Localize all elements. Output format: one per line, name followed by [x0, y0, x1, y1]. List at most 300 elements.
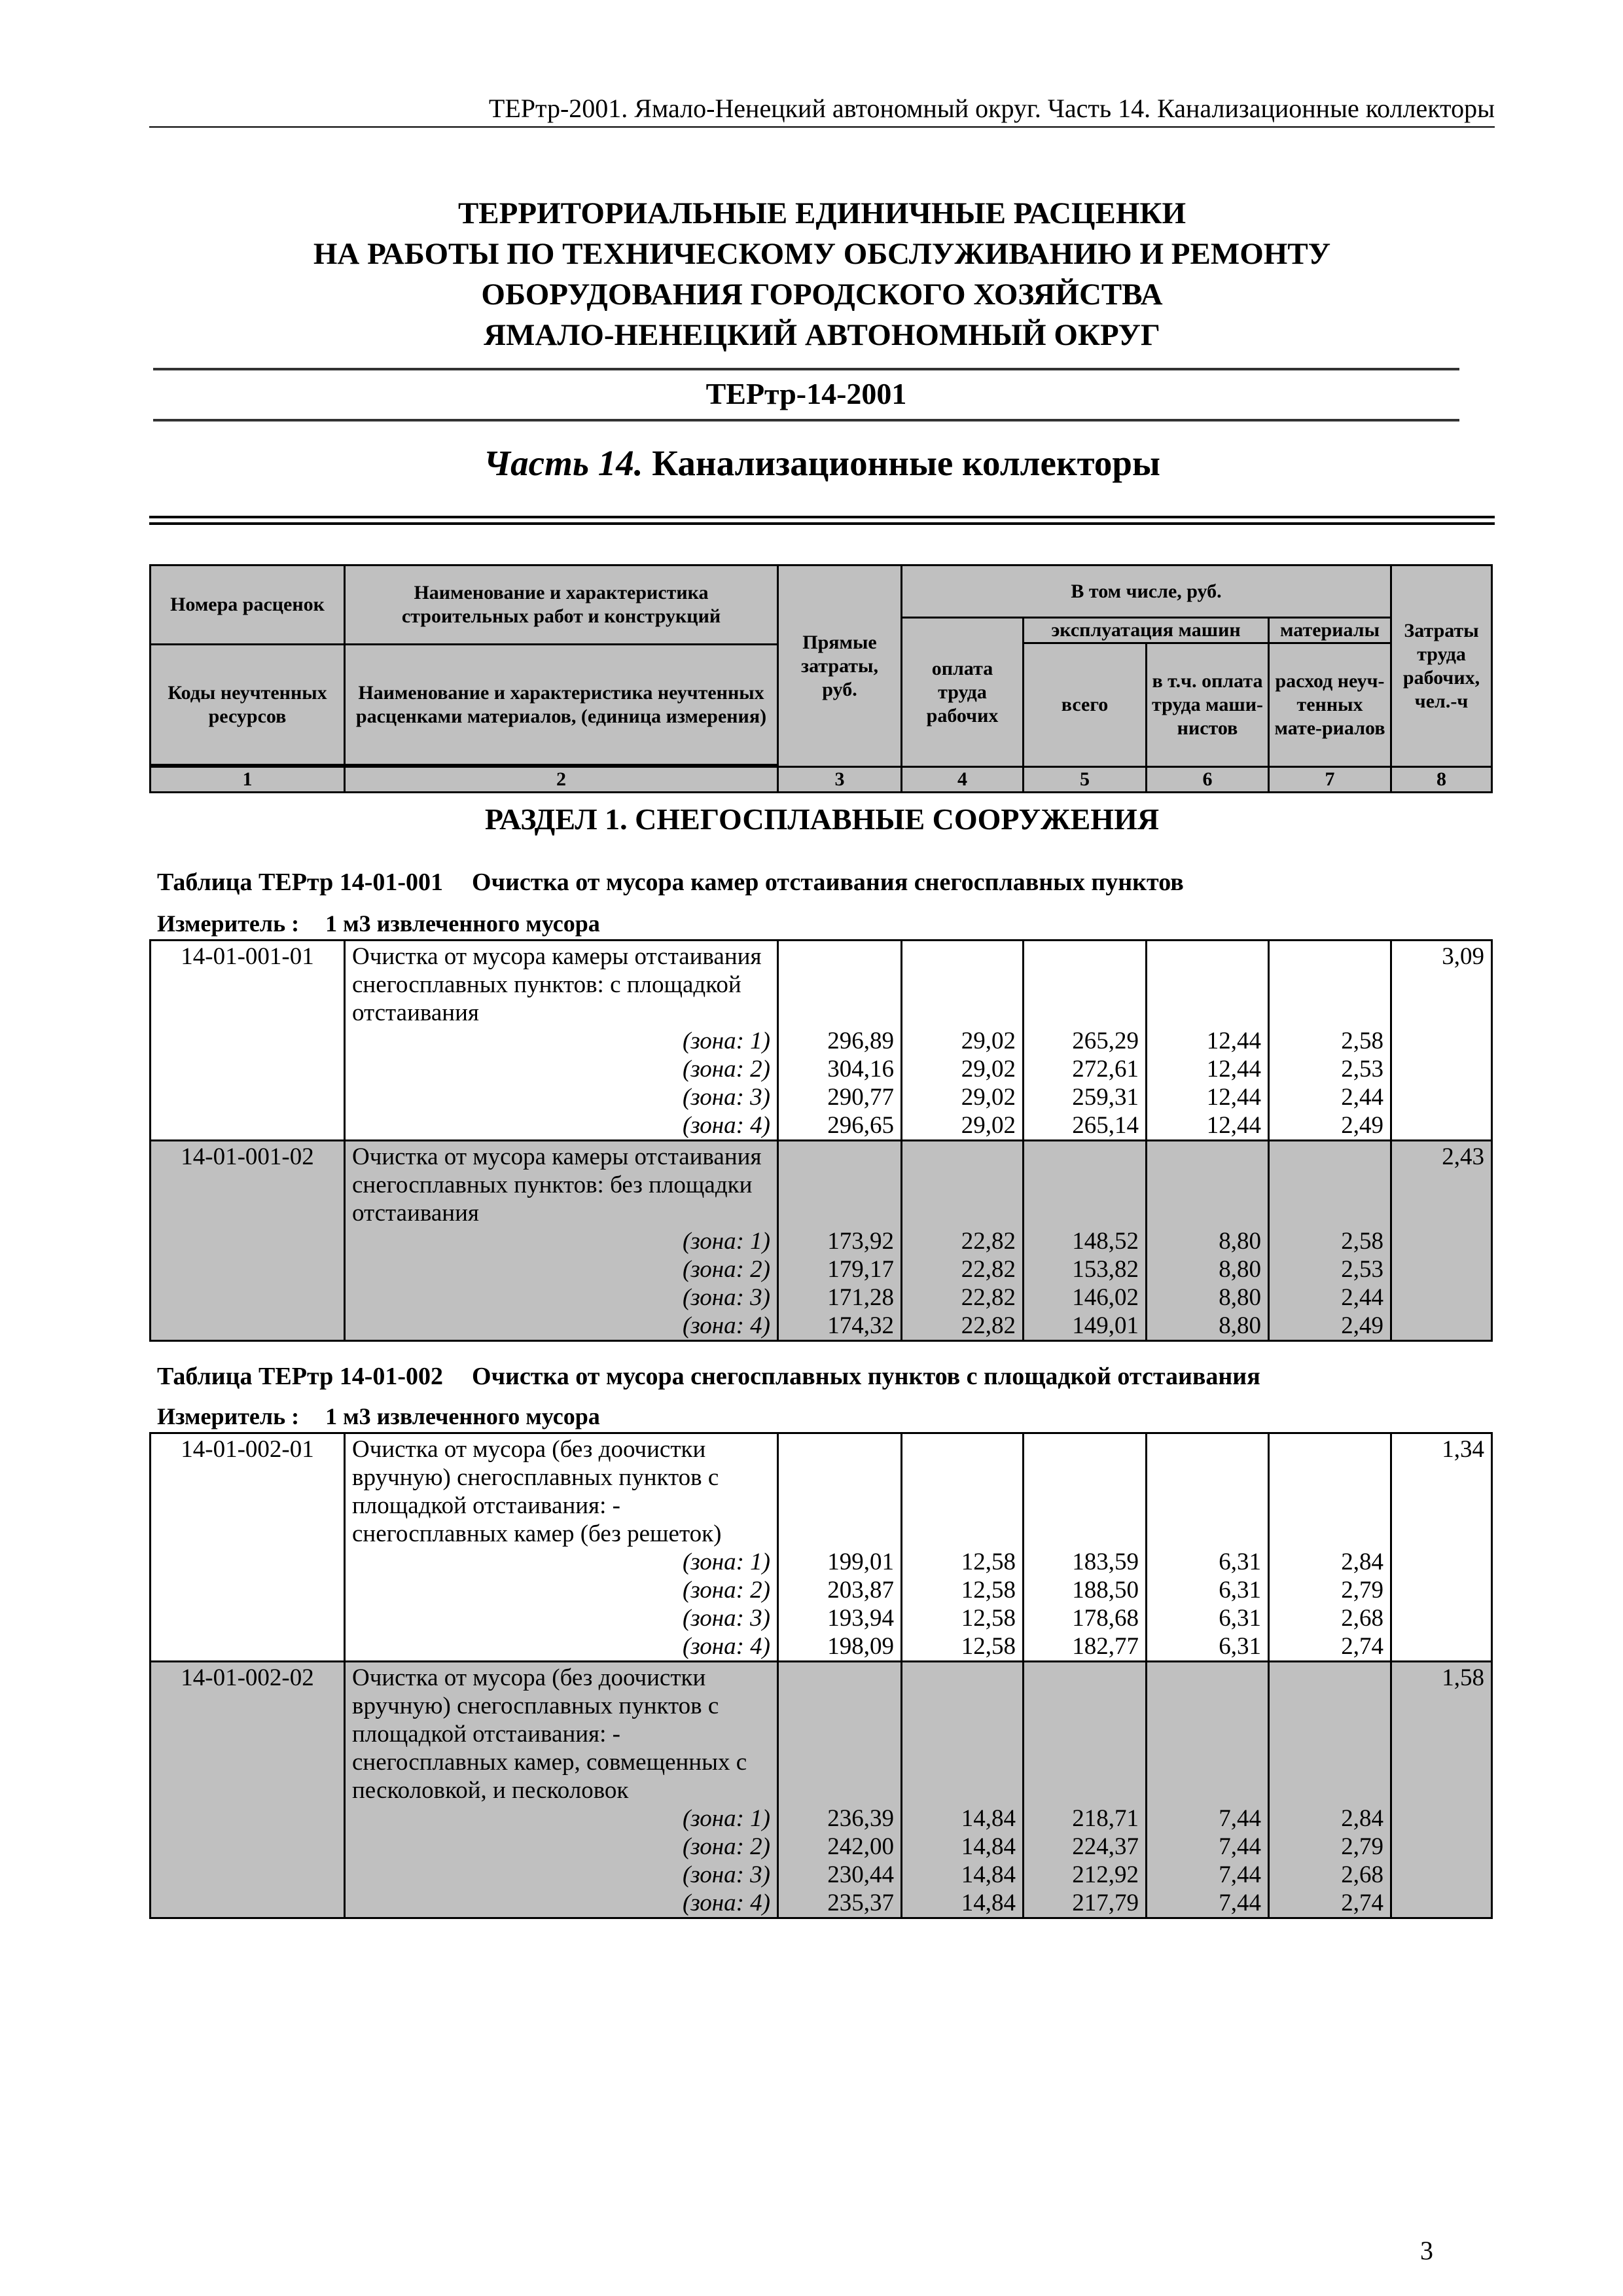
empty-cell — [902, 1520, 1024, 1548]
table-row — [151, 1312, 1492, 1341]
table-row — [151, 1692, 1492, 1720]
empty-cell — [1147, 1692, 1269, 1720]
empty-cell — [902, 971, 1024, 999]
rate-name-line: снегосплавных камер, совмещенных с — [345, 1748, 778, 1776]
machines-total: 259,31 — [1024, 1083, 1147, 1111]
rates-table — [149, 939, 1493, 1342]
direct-costs: 198,09 — [778, 1632, 902, 1662]
rate-code — [151, 1199, 345, 1227]
machinist-pay: 6,31 — [1147, 1576, 1269, 1604]
rate-code — [151, 1492, 345, 1520]
machinist-pay: 6,31 — [1147, 1632, 1269, 1662]
rate-code — [151, 1804, 345, 1833]
labor-cost — [1391, 1083, 1492, 1111]
header-material-usage: расход неуч-тенных мате-риалов — [1269, 643, 1391, 767]
table-row — [151, 1804, 1492, 1833]
table-row — [151, 1171, 1492, 1199]
rate-code — [151, 1171, 345, 1199]
empty-cell — [778, 1463, 902, 1492]
zone-label: (зона: 4) — [345, 1632, 778, 1662]
labor-cost — [1391, 1492, 1492, 1520]
machinist-pay: 6,31 — [1147, 1604, 1269, 1632]
material-usage: 2,58 — [1269, 1227, 1391, 1255]
rate-name-line: снегосплавных пунктов: с площадкой — [345, 971, 778, 999]
labor-cost — [1391, 1312, 1492, 1341]
title-line-2: НА РАБОТЫ ПО ТЕХНИЧЕСКОМУ ОБСЛУЖИВАНИЮ И РЕМОНТУ — [313, 237, 1331, 271]
table-row — [151, 1083, 1492, 1111]
empty-cell — [778, 1433, 902, 1464]
rate-name-line: вручную) снегосплавных пунктов с — [345, 1463, 778, 1492]
labor-cost — [1391, 1255, 1492, 1283]
empty-cell — [778, 1662, 902, 1693]
table-row — [151, 1227, 1492, 1255]
rate-code — [151, 999, 345, 1027]
header-machines-total: всего — [1024, 643, 1147, 767]
header-worker-pay: оплата труда рабочих — [902, 618, 1024, 767]
material-usage: 2,58 — [1269, 1027, 1391, 1055]
header-machinist-pay: в т.ч. оплата труда маши-нистов — [1147, 643, 1269, 767]
worker-pay: 12,58 — [902, 1604, 1024, 1632]
rate-entry — [151, 1662, 1492, 1918]
empty-cell — [1147, 1748, 1269, 1776]
labor-cost — [1391, 1283, 1492, 1312]
material-usage: 2,68 — [1269, 1861, 1391, 1889]
machines-total: 148,52 — [1024, 1227, 1147, 1255]
machinist-pay: 7,44 — [1147, 1833, 1269, 1861]
machines-total: 153,82 — [1024, 1255, 1147, 1283]
zone-label: (зона: 4) — [345, 1312, 778, 1341]
part-prefix: Часть 14. — [484, 443, 643, 483]
table-row — [151, 1111, 1492, 1141]
direct-costs: 296,89 — [778, 1027, 902, 1055]
table-row — [151, 1141, 1492, 1172]
header-material-name: Наименование и характеристика неучтенных расценками материалов, (единица измерения) — [345, 645, 778, 765]
empty-cell — [1269, 941, 1391, 971]
rate-code — [151, 1576, 345, 1604]
empty-cell — [1024, 1520, 1147, 1548]
worker-pay: 14,84 — [902, 1833, 1024, 1861]
table-row — [151, 971, 1492, 999]
zone-label: (зона: 2) — [345, 1576, 778, 1604]
header-resource-codes: Коды неучтенных ресурсов — [151, 645, 345, 765]
table-row — [151, 1520, 1492, 1548]
empty-cell — [1269, 1748, 1391, 1776]
material-usage: 2,53 — [1269, 1055, 1391, 1083]
labor-cost — [1391, 1748, 1492, 1776]
column-header-table — [149, 564, 1493, 793]
labor-cost — [1391, 999, 1492, 1027]
worker-pay: 29,02 — [902, 1083, 1024, 1111]
machines-total: 182,77 — [1024, 1632, 1147, 1662]
meter-value: 1 м3 извлеченного мусора — [325, 1403, 600, 1429]
labor-cost — [1391, 1720, 1492, 1748]
empty-cell — [778, 1520, 902, 1548]
col-number-3: 3 — [778, 767, 902, 793]
col-number-8: 8 — [1391, 767, 1492, 793]
rate-code — [151, 1604, 345, 1632]
direct-costs: 296,65 — [778, 1111, 902, 1141]
direct-costs: 236,39 — [778, 1804, 902, 1833]
rate-name-line: площадкой отстаивания: - — [345, 1720, 778, 1748]
machinist-pay: 12,44 — [1147, 1111, 1269, 1141]
machines-total: 149,01 — [1024, 1312, 1147, 1341]
header-including: В том числе, руб. — [902, 565, 1391, 618]
table-row — [151, 999, 1492, 1027]
empty-cell — [778, 941, 902, 971]
empty-cell — [778, 1199, 902, 1227]
machinist-pay: 7,44 — [1147, 1861, 1269, 1889]
table-row — [151, 1861, 1492, 1889]
zone-label: (зона: 3) — [345, 1861, 778, 1889]
empty-cell — [1269, 1433, 1391, 1464]
table-code: Таблица ТЕРтр 14-01-002 — [157, 1363, 444, 1390]
empty-cell — [1269, 1492, 1391, 1520]
worker-pay: 12,58 — [902, 1632, 1024, 1662]
rate-code — [151, 1027, 345, 1055]
rate-code: 14-01-002-01 — [151, 1433, 345, 1464]
table-row — [151, 1255, 1492, 1283]
labor-cost — [1391, 1833, 1492, 1861]
labor-cost — [1391, 1227, 1492, 1255]
material-usage: 2,84 — [1269, 1804, 1391, 1833]
zone-label: (зона: 1) — [345, 1804, 778, 1833]
empty-cell — [1147, 999, 1269, 1027]
worker-pay: 14,84 — [902, 1889, 1024, 1918]
table-row — [151, 1889, 1492, 1918]
labor-cost — [1391, 1804, 1492, 1833]
direct-costs: 203,87 — [778, 1576, 902, 1604]
material-usage: 2,49 — [1269, 1312, 1391, 1341]
table-row — [151, 1027, 1492, 1055]
empty-cell — [1269, 971, 1391, 999]
empty-cell — [1024, 1171, 1147, 1199]
empty-cell — [1147, 1433, 1269, 1464]
empty-cell — [778, 999, 902, 1027]
zone-label: (зона: 4) — [345, 1111, 778, 1141]
labor-cost — [1391, 1548, 1492, 1576]
machinist-pay: 8,80 — [1147, 1227, 1269, 1255]
worker-pay: 22,82 — [902, 1283, 1024, 1312]
table-row — [151, 1055, 1492, 1083]
table-code: Таблица ТЕРтр 14-01-001 — [157, 869, 444, 896]
machinist-pay: 12,44 — [1147, 1083, 1269, 1111]
document-title — [149, 193, 1495, 355]
col-number-6: 6 — [1147, 767, 1269, 793]
rate-code — [151, 1748, 345, 1776]
zone-label: (зона: 3) — [345, 1083, 778, 1111]
worker-pay: 29,02 — [902, 1027, 1024, 1055]
meter-label: Измеритель : — [157, 910, 300, 937]
empty-cell — [902, 1463, 1024, 1492]
material-usage: 2,44 — [1269, 1283, 1391, 1312]
zone-label: (зона: 3) — [345, 1604, 778, 1632]
table-row — [151, 1662, 1492, 1693]
material-usage: 2,79 — [1269, 1576, 1391, 1604]
worker-pay: 12,58 — [902, 1548, 1024, 1576]
labor-cost — [1391, 1171, 1492, 1199]
rate-name-line: Очистка от мусора (без доочистки — [345, 1433, 778, 1464]
worker-pay: 12,58 — [902, 1576, 1024, 1604]
machines-total: 224,37 — [1024, 1833, 1147, 1861]
empty-cell — [1024, 1720, 1147, 1748]
table-row — [151, 1199, 1492, 1227]
col-number-1: 1 — [151, 767, 345, 793]
machines-total: 178,68 — [1024, 1604, 1147, 1632]
machines-total: 265,14 — [1024, 1111, 1147, 1141]
zone-label: (зона: 1) — [345, 1227, 778, 1255]
table-row — [151, 1283, 1492, 1312]
direct-costs: 174,32 — [778, 1312, 902, 1341]
table-row — [151, 1720, 1492, 1748]
empty-cell — [902, 1748, 1024, 1776]
material-usage: 2,74 — [1269, 1889, 1391, 1918]
empty-cell — [1024, 1199, 1147, 1227]
empty-cell — [1269, 1141, 1391, 1172]
machines-total: 217,79 — [1024, 1889, 1147, 1918]
rate-entry — [151, 1433, 1492, 1662]
labor-cost — [1391, 1861, 1492, 1889]
machinist-pay: 12,44 — [1147, 1027, 1269, 1055]
empty-cell — [1269, 1776, 1391, 1804]
labor-cost: 2,43 — [1391, 1141, 1492, 1172]
empty-cell — [1147, 1492, 1269, 1520]
rate-code — [151, 1463, 345, 1492]
empty-cell — [778, 1141, 902, 1172]
machines-total: 265,29 — [1024, 1027, 1147, 1055]
rate-code — [151, 1548, 345, 1576]
machines-total: 212,92 — [1024, 1861, 1147, 1889]
empty-cell — [1147, 1720, 1269, 1748]
zone-label: (зона: 2) — [345, 1833, 778, 1861]
machinist-pay: 12,44 — [1147, 1055, 1269, 1083]
worker-pay: 22,82 — [902, 1312, 1024, 1341]
direct-costs: 179,17 — [778, 1255, 902, 1283]
title-line-1: ТЕРРИТОРИАЛЬНЫЕ ЕДИНИЧНЫЕ РАСЦЕНКИ — [457, 196, 1186, 230]
rate-code — [151, 1833, 345, 1861]
rate-name-line: Очистка от мусора (без доочистки — [345, 1662, 778, 1693]
empty-cell — [1024, 1141, 1147, 1172]
title-line-3: ОБОРУДОВАНИЯ ГОРОДСКОГО ХОЗЯЙСТВА — [481, 278, 1163, 312]
worker-pay: 29,02 — [902, 1055, 1024, 1083]
rate-code: 14-01-001-01 — [151, 941, 345, 971]
meter-value: 1 м3 извлеченного мусора — [325, 910, 600, 937]
empty-cell — [1024, 1662, 1147, 1693]
direct-costs: 290,77 — [778, 1083, 902, 1111]
header-materials: материалы — [1269, 618, 1391, 643]
zone-label: (зона: 2) — [345, 1055, 778, 1083]
machines-total: 183,59 — [1024, 1548, 1147, 1576]
rate-name-line: песколовкой, и песколовок — [345, 1776, 778, 1804]
empty-cell — [1269, 1520, 1391, 1548]
table-title — [157, 867, 1184, 897]
empty-cell — [1147, 941, 1269, 971]
labor-cost — [1391, 1520, 1492, 1548]
empty-cell — [778, 971, 902, 999]
empty-cell — [1269, 1720, 1391, 1748]
machinist-pay: 7,44 — [1147, 1889, 1269, 1918]
empty-cell — [902, 1141, 1024, 1172]
direct-costs: 171,28 — [778, 1283, 902, 1312]
empty-cell — [1024, 1492, 1147, 1520]
empty-cell — [902, 1492, 1024, 1520]
table-row — [151, 1748, 1492, 1776]
rate-name-line: вручную) снегосплавных пунктов с — [345, 1692, 778, 1720]
table-row — [151, 1833, 1492, 1861]
machines-total: 272,61 — [1024, 1055, 1147, 1083]
empty-cell — [902, 1171, 1024, 1199]
rate-code: 14-01-001-02 — [151, 1141, 345, 1172]
labor-cost — [1391, 1692, 1492, 1720]
empty-cell — [1024, 1776, 1147, 1804]
empty-cell — [1147, 1199, 1269, 1227]
rates-table — [149, 1432, 1493, 1919]
collection-code: ТЕРтр-14-2001 — [705, 377, 907, 410]
direct-costs: 235,37 — [778, 1889, 902, 1918]
labor-cost — [1391, 1055, 1492, 1083]
labor-cost — [1391, 1576, 1492, 1604]
rate-name-line: отстаивания — [345, 1199, 778, 1227]
machines-total: 188,50 — [1024, 1576, 1147, 1604]
zone-label: (зона: 1) — [345, 1027, 778, 1055]
machinist-pay: 8,80 — [1147, 1283, 1269, 1312]
labor-cost: 1,58 — [1391, 1662, 1492, 1693]
worker-pay: 14,84 — [902, 1804, 1024, 1833]
direct-costs: 304,16 — [778, 1055, 902, 1083]
zone-label: (зона: 1) — [345, 1548, 778, 1576]
empty-cell — [902, 1662, 1024, 1693]
rate-code — [151, 1283, 345, 1312]
rate-name-line: снегосплавных камер (без решеток) — [345, 1520, 778, 1548]
title-rule-top — [153, 368, 1459, 370]
empty-cell — [902, 1692, 1024, 1720]
rate-name-line: отстаивания — [345, 999, 778, 1027]
rate-code — [151, 1720, 345, 1748]
labor-cost — [1391, 1027, 1492, 1055]
empty-cell — [1024, 1433, 1147, 1464]
direct-costs: 193,94 — [778, 1604, 902, 1632]
empty-cell — [902, 941, 1024, 971]
part-double-rule — [149, 516, 1495, 525]
header-rule — [149, 126, 1495, 128]
empty-cell — [778, 1776, 902, 1804]
empty-cell — [1024, 971, 1147, 999]
empty-cell — [902, 999, 1024, 1027]
table-meter — [157, 910, 600, 937]
table-row — [151, 1604, 1492, 1632]
table-title — [157, 1361, 1260, 1391]
rate-name-line: снегосплавных пунктов: без площадки — [345, 1171, 778, 1199]
labor-cost — [1391, 971, 1492, 999]
header-direct-costs: Прямые затраты, руб. — [778, 565, 902, 767]
rate-entry — [151, 941, 1492, 1141]
labor-cost: 1,34 — [1391, 1433, 1492, 1464]
zone-label: (зона: 4) — [345, 1889, 778, 1918]
material-usage: 2,53 — [1269, 1255, 1391, 1283]
empty-cell — [1147, 1141, 1269, 1172]
col-number-7: 7 — [1269, 767, 1391, 793]
empty-cell — [1147, 1171, 1269, 1199]
empty-cell — [778, 1171, 902, 1199]
empty-cell — [778, 1748, 902, 1776]
rate-code — [151, 1520, 345, 1548]
rate-name-line: Очистка от мусора камеры отстаивания — [345, 1141, 778, 1172]
empty-cell — [1024, 1748, 1147, 1776]
table-row — [151, 1492, 1492, 1520]
header-rate-numbers: Номера расценок — [151, 565, 345, 645]
rate-name-line: Очистка от мусора камеры отстаивания — [345, 941, 778, 971]
rate-code — [151, 1692, 345, 1720]
table-name: Очистка от мусора камер отстаивания снегосплавных пунктов — [472, 869, 1184, 896]
empty-cell — [902, 1720, 1024, 1748]
worker-pay: 22,82 — [902, 1227, 1024, 1255]
col-number-5: 5 — [1024, 767, 1147, 793]
table-row — [151, 1433, 1492, 1464]
direct-costs: 230,44 — [778, 1861, 902, 1889]
machinist-pay: 8,80 — [1147, 1255, 1269, 1283]
worker-pay: 14,84 — [902, 1861, 1024, 1889]
empty-cell — [1147, 1520, 1269, 1548]
machines-total: 218,71 — [1024, 1804, 1147, 1833]
empty-cell — [1147, 1463, 1269, 1492]
part-name: Канализационные коллекторы — [652, 443, 1160, 483]
labor-cost — [1391, 1111, 1492, 1141]
labor-cost — [1391, 1632, 1492, 1662]
rate-code — [151, 1083, 345, 1111]
labor-cost: 3,09 — [1391, 941, 1492, 971]
empty-cell — [1269, 1692, 1391, 1720]
empty-cell — [1269, 1463, 1391, 1492]
rate-code — [151, 971, 345, 999]
empty-cell — [778, 1492, 902, 1520]
empty-cell — [1024, 941, 1147, 971]
direct-costs: 173,92 — [778, 1227, 902, 1255]
empty-cell — [1147, 1776, 1269, 1804]
labor-cost — [1391, 1604, 1492, 1632]
empty-cell — [1269, 1199, 1391, 1227]
machinist-pay: 8,80 — [1147, 1312, 1269, 1341]
direct-costs: 242,00 — [778, 1833, 902, 1861]
rate-code: 14-01-002-02 — [151, 1662, 345, 1693]
rate-code — [151, 1889, 345, 1918]
rate-code — [151, 1312, 345, 1341]
empty-cell — [1024, 1463, 1147, 1492]
rate-code — [151, 1055, 345, 1083]
empty-cell — [1269, 999, 1391, 1027]
empty-cell — [902, 1776, 1024, 1804]
table-meter — [157, 1403, 600, 1430]
empty-cell — [1024, 999, 1147, 1027]
worker-pay: 29,02 — [902, 1111, 1024, 1141]
rate-entry — [151, 1141, 1492, 1341]
zone-label: (зона: 3) — [345, 1283, 778, 1312]
empty-cell — [1147, 971, 1269, 999]
title-rule-bottom — [153, 419, 1459, 422]
table-row — [151, 1463, 1492, 1492]
rate-code — [151, 1632, 345, 1662]
machines-total: 146,02 — [1024, 1283, 1147, 1312]
empty-cell — [778, 1720, 902, 1748]
material-usage: 2,79 — [1269, 1833, 1391, 1861]
running-header: ТЕРтр-2001. Ямало-Ненецкий автономный округ. Часть 14. Канализационные коллекторы — [488, 94, 1495, 123]
labor-cost — [1391, 1199, 1492, 1227]
labor-cost — [1391, 1776, 1492, 1804]
worker-pay: 22,82 — [902, 1255, 1024, 1283]
machinist-pay: 6,31 — [1147, 1548, 1269, 1576]
rate-code — [151, 1255, 345, 1283]
table-row — [151, 941, 1492, 971]
labor-cost — [1391, 1463, 1492, 1492]
empty-cell — [902, 1433, 1024, 1464]
